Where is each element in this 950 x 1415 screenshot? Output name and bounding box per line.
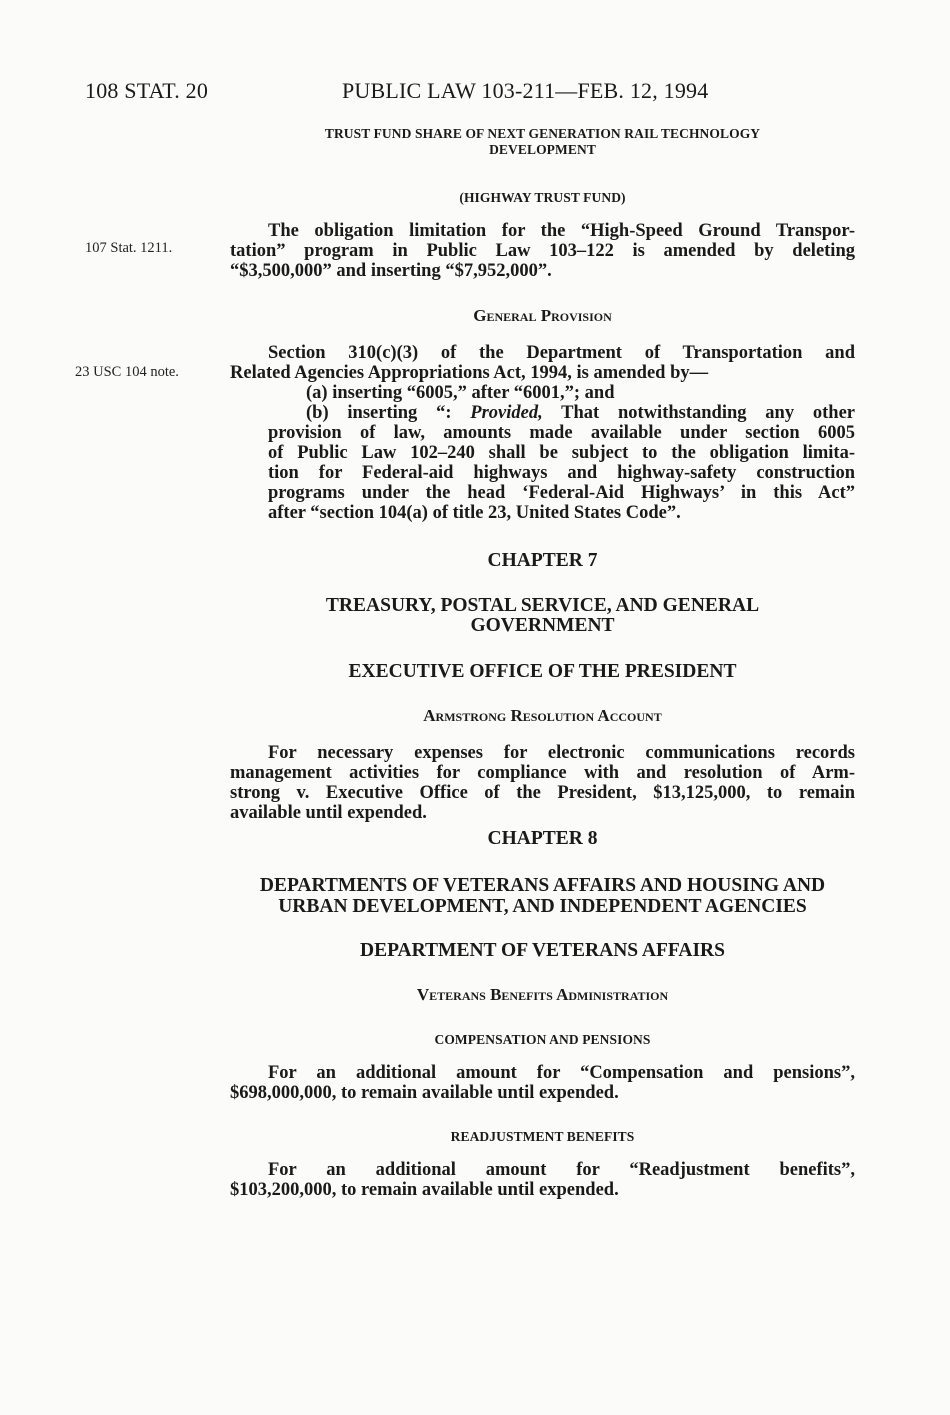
amendment-item-b: (b) inserting “: Provided, That notwithstanding any other [306,403,855,423]
readjustment-benefits-heading: READJUSTMENT BENEFITS [450,1129,635,1144]
paragraph-armstrong: For necessary expenses for electronic communications records management activities for compliance with and resolution of Arm- strong v. Executive Office of the President, $13,125,000, to remain available until expended. [230,743,855,823]
amendment-item-a: (a) inserting “6005,” after “6001,”; and [306,383,615,403]
armstrong-account-heading: Armstrong Resolution Account [423,706,662,725]
amendment-items: (a) inserting “6005,” after “6001,”; and (b) inserting “: Provided, That notwithstanding any other provision of law, amounts made available under section 6005 of Public Law 102–240 shall be subject to the obligation limita- tion for Federal-aid highways and highway-safety construction programs under the head ‘Federal-Aid Highways’ in this Act” after “section 104(a) of title 23, United States Code”. [268,383,855,523]
paragraph-compensation: For an additional amount for “Compensation and pensions”, $698,000,000, to remain available until expended. [230,1063,855,1103]
margin-note-stat: 107 Stat. 1211. [85,240,173,256]
executive-office-heading: EXECUTIVE OFFICE OF THE PRESIDENT [348,661,737,682]
chapter-8-title: CHAPTER 8 [487,828,598,849]
paragraph-obligation-limitation: The obligation limitation for the “High-Speed Ground Transpor- tation” program in Public Law 103–122 is amended by deleting “$3,500,000” and inserting “$7,952,000”. [230,221,855,281]
page-reference: 108 STAT. 20 [85,78,209,103]
subheading-highway-trust-fund: (HIGHWAY TRUST FUND) [459,190,626,205]
law-title: PUBLIC LAW 103-211—FEB. 12, 1994 [342,78,709,103]
department-veterans-affairs-heading: DEPARTMENT OF VETERANS AFFAIRS [360,940,725,961]
veterans-benefits-administration-heading: Veterans Benefits Administration [416,985,669,1004]
chapter-7-title: CHAPTER 7 [487,550,598,571]
paragraph-section-310: Section 310(c)(3) of the Department of Transportation and Related Agencies Appropriations Act, 1994, is amended by— [230,343,855,383]
paragraph-readjustment: For an additional amount for “Readjustment benefits”, $103,200,000, to remain available until expended. [230,1160,855,1200]
heading-general-provision: General Provision [473,306,612,325]
margin-note-usc: 23 USC 104 note. [75,364,179,380]
chapter-8-heading: DEPARTMENTS OF VETERANS AFFAIRS AND HOUSING AND URBAN DEVELOPMENT, AND INDEPENDENT AGENCIES [259,875,826,917]
chapter-7-heading: TREASURY, POSTAL SERVICE, AND GENERAL GOVERNMENT [325,595,760,636]
compensation-pensions-heading: COMPENSATION AND PENSIONS [434,1032,651,1047]
section-heading-rail-technology: TRUST FUND SHARE OF NEXT GENERATION RAIL TECHNOLOGY DEVELOPMENT [324,126,761,157]
